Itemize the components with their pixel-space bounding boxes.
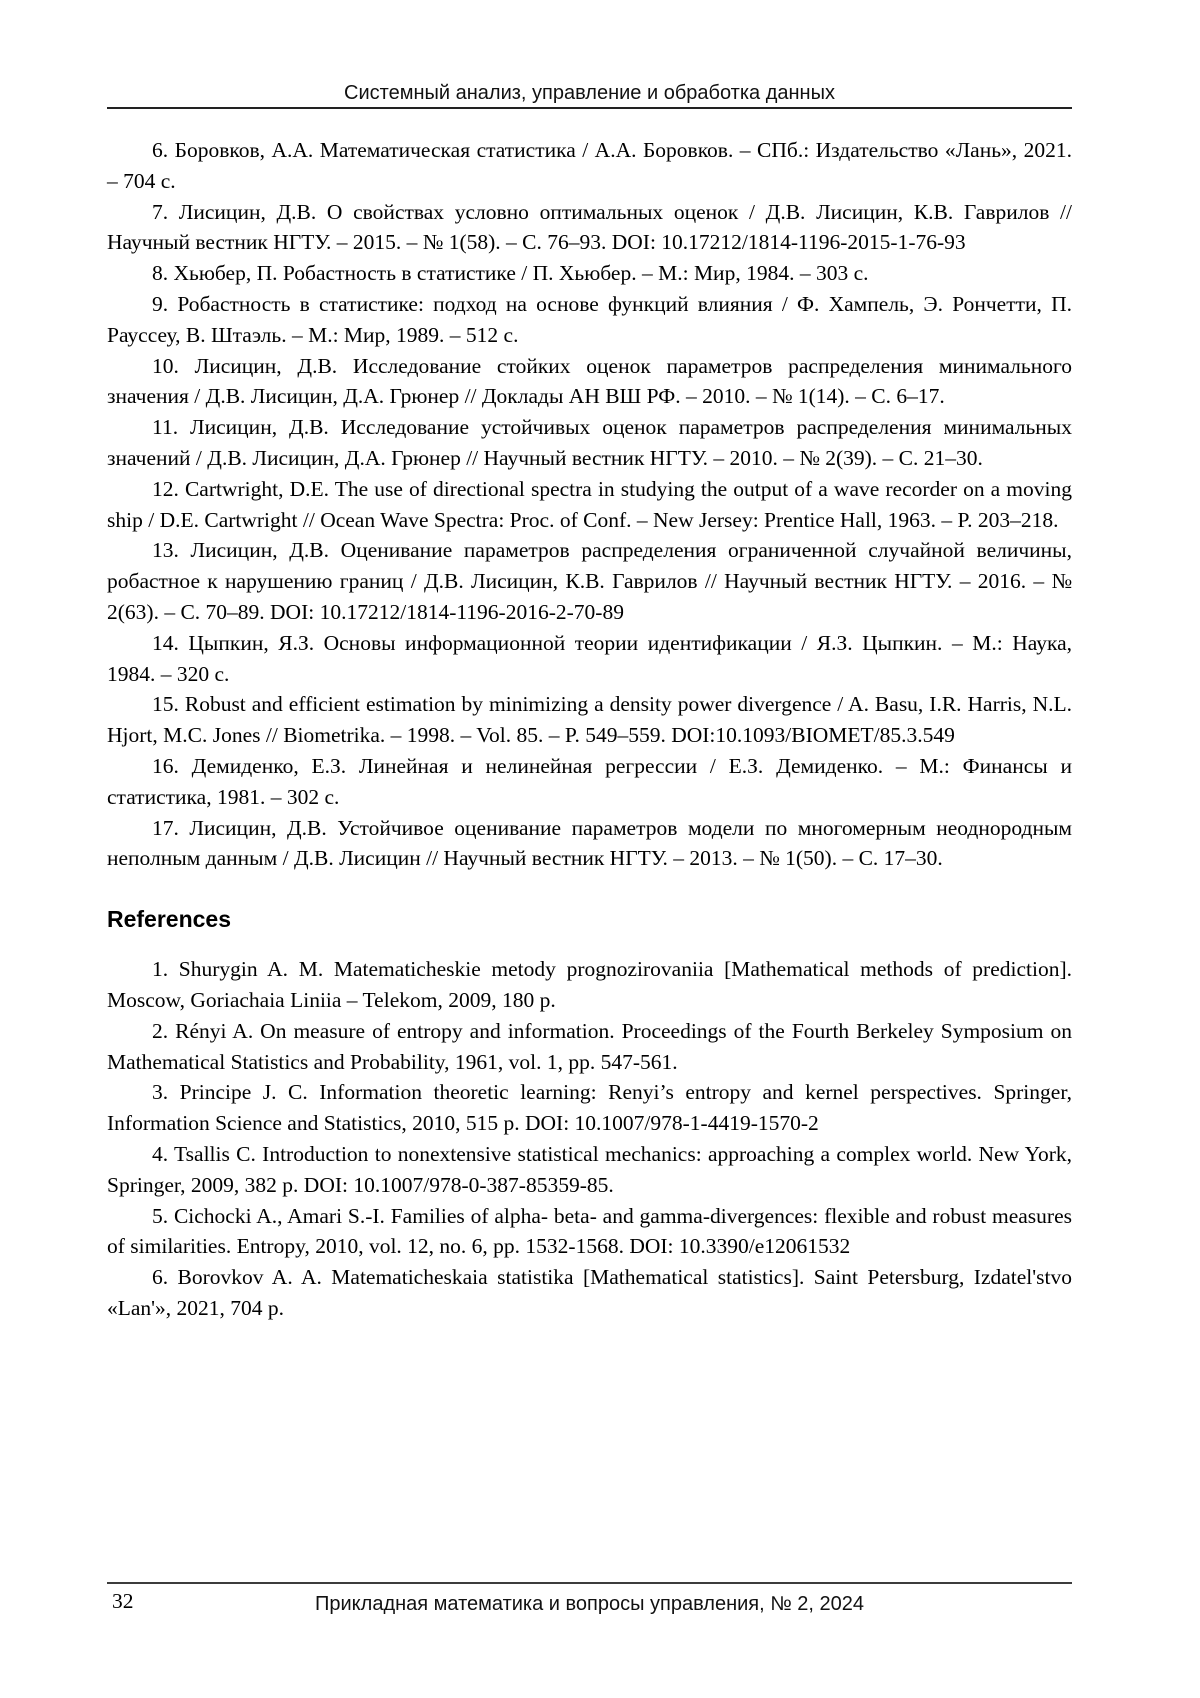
reference-item-ru-15: 15. Robust and efficient estimation by minimizing a density power divergence / A. Basu, I.R. Harris, N.L. Hjort, M.C. Jones // Biometrika. – 1998. – Vol. 85. – P. 549–559. DOI:10.1093/BIOMET/85.3.549 bbox=[107, 692, 1072, 748]
page-header bbox=[107, 0, 1072, 107]
footer-row bbox=[107, 1584, 1072, 1621]
reference-item-en-2: 2. Rényi A. On measure of entropy and information. Proceedings of the Fourth Berkeley Symposium on Mathematical Statistics and Probability, 1961, vol. 1, pp. 547-561. bbox=[107, 1018, 1072, 1074]
reference-item-ru-13: 13. Лисицин, Д.В. Оценивание параметров распределения ограниченной случайной величины, робастное к нарушению границ / Д.В. Лисицин, К.В. Гаврилов // Научный вестник НГТУ. – 2016. – № 2(63). – С. 70–89. DOI: 10.17212/1814-1196-2016-2-70-89 bbox=[107, 538, 1072, 624]
reference-item-en-4: 4. Tsallis C. Introduction to nonextensive statistical mechanics: approaching a complex world. New York, Springer, 2009, 382 p. DOI: 10.1007/978-0-387-85359-85. bbox=[107, 1141, 1072, 1197]
reference-item-en-3: 3. Principe J. C. Information theoretic learning: Renyi’s entropy and kernel perspectives. Springer, Information Science and Statistics, 2010, 515 p. DOI: 10.1007/978-1-4419-1570-2 bbox=[107, 1080, 1072, 1136]
references-content bbox=[107, 135, 1072, 1324]
reference-item-ru-9: 9. Робастность в статистике: подход на основе функций влияния / Ф. Хампель, Э. Рончетти, П. Рауссеу, В. Штаэль. – М.: Мир, 1989. – 512 с. bbox=[107, 291, 1072, 347]
running-head-title: Системный анализ, управление и обработка данных bbox=[344, 82, 835, 104]
reference-item-ru-7: 7. Лисицин, Д.В. О свойствах условно оптимальных оценок / Д.В. Лисицин, К.В. Гаврилов // Научный вестник НГТУ. – 2015. – № 1(58). – С. 76–93. DOI: 10.17212/1814-1196-2015-1-76-93 bbox=[107, 199, 1072, 255]
reference-item-en-1: 1. Shurygin A. M. Matematicheskie metody prognozirovaniia [Mathematical methods of prediction]. Moscow, Goriachaia Liniia – Telekom, 2009, 180 p. bbox=[107, 957, 1072, 1012]
header-rule bbox=[107, 107, 1072, 109]
page-number: 32 bbox=[112, 1589, 134, 1613]
reference-item-ru-12: 12. Cartwright, D.E. The use of directional spectra in studying the output of a wave recorder on a moving ship / D.E. Cartwright // Ocean Wave Spectra: Proc. of Conf. – New Jersey: Prentice Hall, 1963. – P. 203–218. bbox=[107, 476, 1072, 532]
page-footer bbox=[107, 1582, 1072, 1621]
reference-item-ru-8: 8. Хьюбер, П. Робастность в статистике / П. Хьюбер. – М.: Мир, 1984. – 303 с. bbox=[152, 261, 869, 286]
reference-item-en-5: 5. Cichocki A., Amari S.-I. Families of alpha- beta- and gamma-divergences: flexible and robust measures of similarities. Entropy, 2010, vol. 12, no. 6, pp. 1532-1568. DOI: 10.3390/e12061532 bbox=[107, 1203, 1072, 1259]
footer-journal-line: Прикладная математика и вопросы управления, № 2, 2024 bbox=[315, 1593, 864, 1615]
reference-item-ru-6: 6. Боровков, А.А. Математическая статистика / А.А. Боровков. – СПб.: Издательство «Лань», 2021. – 704 с. bbox=[107, 138, 1072, 193]
reference-item-en-6: 6. Borovkov A. A. Matematicheskaia statistika [Mathematical statistics]. Saint Petersburg, Izdatel'stvo «Lan'», 2021, 704 p. bbox=[107, 1265, 1072, 1320]
reference-item-ru-11: 11. Лисицин, Д.В. Исследование устойчивых оценок параметров распределения минимальных значений / Д.В. Лисицин, Д.А. Грюнер // Научный вестник НГТУ. – 2010. – № 2(39). – С. 21–30. bbox=[107, 415, 1072, 470]
reference-item-ru-10: 10. Лисицин, Д.В. Исследование стойких оценок параметров распределения минимального значения / Д.В. Лисицин, Д.А. Грюнер // Доклады АН ВШ РФ. – 2010. – № 1(14). – С. 6–17. bbox=[107, 353, 1072, 409]
references-heading: References bbox=[107, 906, 232, 933]
reference-item-ru-16: 16. Демиденко, Е.З. Линейная и нелинейная регрессии / Е.З. Демиденко. – М.: Финансы и статистика, 1981. – 302 с. bbox=[107, 753, 1072, 809]
reference-item-ru-17: 17. Лисицин, Д.В. Устойчивое оценивание параметров модели по многомерным неоднородным неполным данным / Д.В. Лисицин // Научный вестник НГТУ. – 2013. – № 1(50). – С. 17–30. bbox=[107, 815, 1072, 871]
reference-item-ru-14: 14. Цыпкин, Я.З. Основы информационной теории идентификации / Я.З. Цыпкин. – М.: Наука, 1984. – 320 с. bbox=[107, 630, 1072, 686]
